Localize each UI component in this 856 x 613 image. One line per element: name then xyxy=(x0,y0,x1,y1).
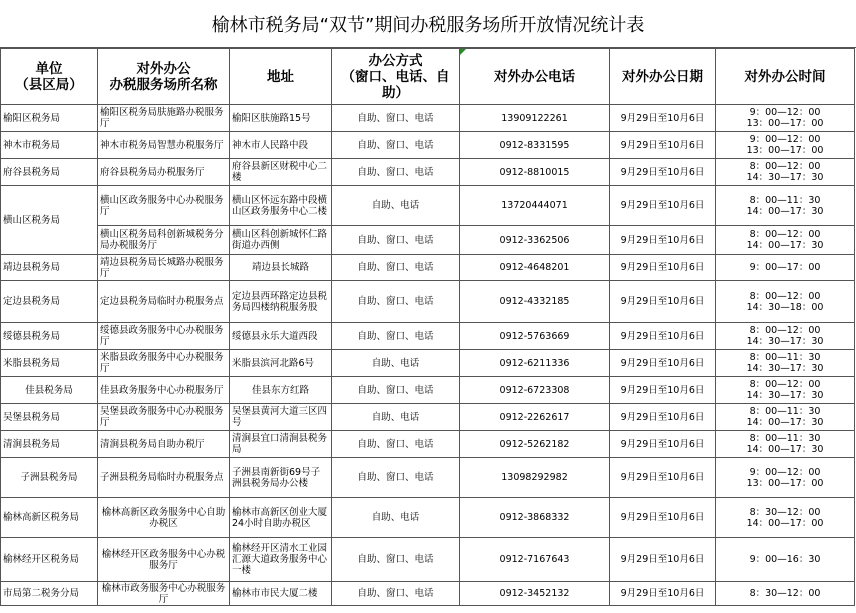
cell-time: 8：00—11：30 14：00—17：30 xyxy=(716,431,855,458)
table-row xyxy=(1,159,855,186)
cell-address: 子洲县南新街69号子洲县税务局办公楼 xyxy=(230,458,332,498)
cell-date: 9月29日至10月6日 xyxy=(610,186,716,226)
cell-time: 8：00—12：00 14：30—17：30 xyxy=(716,159,855,186)
cell-phone: 0912-3452132 xyxy=(460,582,610,606)
cell-mode: 自助、窗口、电话 xyxy=(332,105,460,132)
cell-phone: 0912-8331595 xyxy=(460,132,610,159)
cell-mode: 自助、电话 xyxy=(332,350,460,377)
cell-phone: 0912-4648201 xyxy=(460,255,610,281)
cell-mode: 自助、电话 xyxy=(332,498,460,538)
cell-address: 横山区怀远东路中段横山区政务服务中心二楼 xyxy=(230,186,332,226)
cell-date: 9月29日至10月6日 xyxy=(610,377,716,404)
cell-address: 佳县东方红路 xyxy=(230,377,332,404)
header-unit xyxy=(1,49,98,105)
cell-time: 9：00—12：00 13：00—17：00 xyxy=(716,105,855,132)
cell-mode: 自助、窗口、电话 xyxy=(332,255,460,281)
table-row xyxy=(1,350,855,377)
table-row xyxy=(1,132,855,159)
cell-date: 9月29日至10月6日 xyxy=(610,159,716,186)
header-phone xyxy=(460,49,610,105)
cell-date: 9月29日至10月6日 xyxy=(610,226,716,255)
table-row xyxy=(1,281,855,323)
cell-unit: 绥德县税务局 xyxy=(1,323,98,350)
table-row xyxy=(1,582,855,606)
cell-unit: 靖边县税务局 xyxy=(1,255,98,281)
cell-mode: 自助、窗口、电话 xyxy=(332,431,460,458)
cell-unit: 定边县税务局 xyxy=(1,281,98,323)
cell-hall: 清涧县税务局自助办税厅 xyxy=(98,431,230,458)
cell-mode: 自助、电话 xyxy=(332,186,460,226)
table-row xyxy=(1,404,855,431)
cell-time: 9：00—12：00 13：00—17：00 xyxy=(716,458,855,498)
cell-hall: 吴堡县政务服务中心办税服务厅 xyxy=(98,404,230,431)
cell-mode: 自助、窗口、电话 xyxy=(332,323,460,350)
cell-address: 绥德县永乐大道西段 xyxy=(230,323,332,350)
header-address-text: 地址 xyxy=(267,68,294,85)
cell-time: 9：00—16：30 xyxy=(716,538,855,582)
cell-address: 横山区科创新城怀仁路街道办西侧 xyxy=(230,226,332,255)
cell-address: 清涧县宜口清涧县税务局 xyxy=(230,431,332,458)
cell-mode: 自助、窗口、电话 xyxy=(332,226,460,255)
header-mode xyxy=(332,49,460,105)
cell-date: 9月29日至10月6日 xyxy=(610,350,716,377)
table-row xyxy=(1,255,855,281)
cell-unit: 清涧县税务局 xyxy=(1,431,98,458)
table-row xyxy=(1,498,855,538)
cell-hall: 榆林经开区政务服务中心办税服务厅 xyxy=(98,538,230,582)
cell-address: 神木市人民路中段 xyxy=(230,132,332,159)
cell-unit: 吴堡县税务局 xyxy=(1,404,98,431)
cell-phone: 0912-8810015 xyxy=(460,159,610,186)
cell-date: 9月29日至10月6日 xyxy=(610,582,716,606)
cell-hall: 横山区税务局科创新城税务分局办税服务厅 xyxy=(98,226,230,255)
sheet-title: 榆林市税务局“双节”期间办税服务场所开放情况统计表 xyxy=(0,0,856,48)
cell-mode: 自助、窗口、电话 xyxy=(332,538,460,582)
cell-mode: 自助、窗口、电话 xyxy=(332,377,460,404)
cell-time: 8：30—12：00 14：00—17：00 xyxy=(716,498,855,538)
cell-time: 8：00—12：00 14：00—17：30 xyxy=(716,226,855,255)
cell-time: 8：30—12：00 xyxy=(716,582,855,606)
table-row xyxy=(1,105,855,132)
cell-address: 吴堡县黄河大道三区四号 xyxy=(230,404,332,431)
cell-unit: 府谷县税务局 xyxy=(1,159,98,186)
cell-unit: 米脂县税务局 xyxy=(1,350,98,377)
table-row xyxy=(1,377,855,404)
cell-hall: 佳县政务服务中心办税服务厅 xyxy=(98,377,230,404)
cell-unit: 榆林经开区税务局 xyxy=(1,538,98,582)
header-time xyxy=(716,49,855,105)
cell-unit: 神木市税务局 xyxy=(1,132,98,159)
cell-date: 9月29日至10月6日 xyxy=(610,255,716,281)
header-time-text: 对外办公时间 xyxy=(744,68,826,85)
cell-date: 9月29日至10月6日 xyxy=(610,281,716,323)
cell-unit: 市局第二税务分局 xyxy=(1,582,98,606)
header-address xyxy=(230,49,332,105)
cell-hall: 府谷县税务局办税服务厅 xyxy=(98,159,230,186)
cell-unit: 子洲县税务局 xyxy=(1,458,98,498)
cell-time: 9：00—17：00 xyxy=(716,255,855,281)
header-hall xyxy=(98,49,230,105)
cell-unit: 榆阳区税务局 xyxy=(1,105,98,132)
table-row xyxy=(1,323,855,350)
header-unit-text: 单位 （县区局） xyxy=(15,60,83,93)
cell-address: 榆阳区肤施路15号 xyxy=(230,105,332,132)
cell-phone: 13098292982 xyxy=(460,458,610,498)
cell-hall: 靖边县税务局长城路办税服务厅 xyxy=(98,255,230,281)
cell-address: 府谷县新区财税中心二楼 xyxy=(230,159,332,186)
cell-mode: 自助、窗口、电话 xyxy=(332,458,460,498)
cell-hall: 榆林市政务服务中心办税服务厅 xyxy=(98,582,230,606)
header-phone-text: 对外办公电话 xyxy=(494,68,575,85)
cell-address: 榆林市市民大厦二楼 xyxy=(230,582,332,606)
cell-time: 8：00—12：00 14：30—17：30 xyxy=(716,323,855,350)
cell-time: 8：00—11：30 14：00—17：30 xyxy=(716,186,855,226)
cell-mode: 自助、窗口、电话 xyxy=(332,582,460,606)
cell-hall: 绥德县政务服务中心办税服务厅 xyxy=(98,323,230,350)
cell-hall: 定边县税务局临时办税服务点 xyxy=(98,281,230,323)
cell-address: 定边县西环路定边县税务局四楼纳税服务股 xyxy=(230,281,332,323)
cell-address: 米脂县滨河北路6号 xyxy=(230,350,332,377)
cell-date: 9月29日至10月6日 xyxy=(610,105,716,132)
cell-address: 靖边县长城路 xyxy=(230,255,332,281)
header-row xyxy=(1,49,855,105)
cell-date: 9月29日至10月6日 xyxy=(610,458,716,498)
cell-mode: 自助、窗口、电话 xyxy=(332,132,460,159)
header-mode-text: 办公方式 （窗口、电话、自助） xyxy=(341,52,450,101)
header-date xyxy=(610,49,716,105)
cell-date: 9月29日至10月6日 xyxy=(610,498,716,538)
cell-phone: 13720444071 xyxy=(460,186,610,226)
cell-address: 榆林市高新区创业大厦24小时自助办税区 xyxy=(230,498,332,538)
cell-date: 9月29日至10月6日 xyxy=(610,431,716,458)
cell-date: 9月29日至10月6日 xyxy=(610,132,716,159)
cell-hall: 榆林高新区政务服务中心自助办税区 xyxy=(98,498,230,538)
cell-unit: 横山区税务局 xyxy=(1,186,98,255)
table-row xyxy=(1,458,855,498)
cell-date: 9月29日至10月6日 xyxy=(610,538,716,582)
cell-phone: 0912-5262182 xyxy=(460,431,610,458)
cell-phone: 13909122261 xyxy=(460,105,610,132)
cell-date: 9月29日至10月6日 xyxy=(610,323,716,350)
cell-date: 9月29日至10月6日 xyxy=(610,404,716,431)
cell-phone: 0912-6723308 xyxy=(460,377,610,404)
cell-hall: 米脂县政务服务中心办税服务厅 xyxy=(98,350,230,377)
cell-hall: 子洲县税务局临时办税服务点 xyxy=(98,458,230,498)
cell-hall: 神木市税务局智慧办税服务厅 xyxy=(98,132,230,159)
cell-address: 榆林经开区清水工业园汇源大道政务服务中心一楼 xyxy=(230,538,332,582)
cell-phone: 0912-4332185 xyxy=(460,281,610,323)
cell-phone: 0912-3868332 xyxy=(460,498,610,538)
header-hall-text: 对外办公 办税服务场所名称 xyxy=(109,60,218,93)
cell-unit: 佳县税务局 xyxy=(1,377,98,404)
cell-phone: 0912-2262617 xyxy=(460,404,610,431)
cell-time: 8：00—12：00 14：30—18：00 xyxy=(716,281,855,323)
cell-phone: 0912-7167643 xyxy=(460,538,610,582)
cell-time: 9：00—12：00 13：00—17：00 xyxy=(716,132,855,159)
table-body xyxy=(1,105,855,606)
table-row xyxy=(1,226,855,255)
cell-phone: 0912-6211336 xyxy=(460,350,610,377)
cell-hall: 榆阳区税务局肤施路办税服务厅 xyxy=(98,105,230,132)
cell-phone: 0912-5763669 xyxy=(460,323,610,350)
cell-unit: 榆林高新区税务局 xyxy=(1,498,98,538)
cell-mode: 自助、窗口、电话 xyxy=(332,159,460,186)
cell-mode: 自助、电话 xyxy=(332,404,460,431)
cell-time: 8：00—11：30 14：00—17：30 xyxy=(716,404,855,431)
cell-time: 8：00—12：00 14：30—17：30 xyxy=(716,377,855,404)
cell-phone: 0912-3362506 xyxy=(460,226,610,255)
table-row xyxy=(1,431,855,458)
cell-time: 8：00—11：30 14：30—17：30 xyxy=(716,350,855,377)
table-row xyxy=(1,538,855,582)
cell-mode: 自助、窗口、电话 xyxy=(332,281,460,323)
service-hall-table xyxy=(0,48,855,606)
header-date-text: 对外办公日期 xyxy=(622,68,703,85)
cell-hall: 横山区政务服务中心办税服务厅 xyxy=(98,186,230,226)
table-row xyxy=(1,186,855,226)
